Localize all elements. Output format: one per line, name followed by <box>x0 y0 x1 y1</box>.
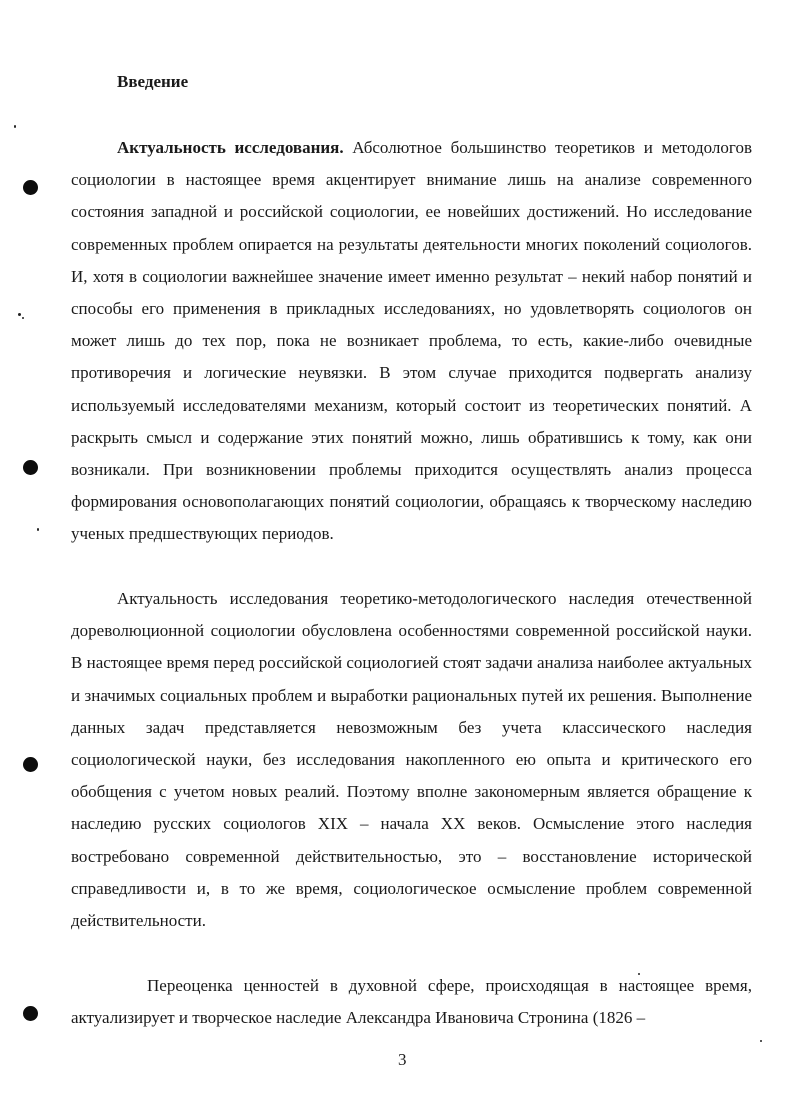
paragraph-heritage: Актуальность исследования теоретико-методологического наследия отечественной дореволюционной социологии обусловлена особенностями современной российской науки. В настоящее время перед российской социологией стоят задачи анализа наиболее актуальных и значимых социальных проблем и выработки рациональных путей их решения. Выполнение данных задач представляется невозможным без учета классического наследия социологической науки, без исследования накопленного ею опыта и критического его обобщения с учетом новых реалий. Поэтому вполне закономерным является обращение к наследию русских социологов XIX – начала XX веков. Осмысление этого наследия востребовано современной действительностью, это – восстановление исторической справедливости и, в то же время, социологическое осмысление проблем современной действительности. <box>71 589 752 931</box>
scan-speck <box>18 313 21 316</box>
scan-speck <box>760 1040 762 1042</box>
scan-speck <box>638 973 640 975</box>
punch-hole <box>23 757 38 772</box>
paragraph-body: Абсолютное большинство теоретиков и методологов социологии в настоящее время акцентирует внимание лишь на анализе современного состояния западной и российской социологии, ее новейших достижений. Но исследование современных проблем опирается на результаты деятельности многих поколений социологов. И, хотя в социологии важнейшее значение имеет именно результат – некий набор понятий и способы его применения в прикладных исследованиях, но удовлетворять социологов он может лишь до тех пор, пока не возникает проблема, то есть, какие-либо очевидные противоречия и логические неувязки. В этом случае приходится подвергать анализу используемый исследователями механизм, который состоит из теоретических понятий. А раскрыть смысл и содержание этих понятий можно, лишь обратившись к тому, как они возникали. При возникновении проблемы приходится осуществлять анализ процесса формирования основополагающих понятий социологии, обращаясь к творческому наследию ученых предшествующих периодов. <box>71 138 752 544</box>
page-number: 3 <box>398 1050 407 1069</box>
scan-speck <box>37 528 39 531</box>
paragraph-revaluation: Переоценка ценностей в духовной сфере, происходящая в настоящее время, актуализирует и творческое наследие Александра Ивановича Стронина (1826 – <box>71 976 752 1028</box>
punch-hole <box>23 460 38 475</box>
paragraph-relevance <box>71 132 752 551</box>
scan-speck <box>22 317 24 319</box>
punch-hole <box>23 1006 38 1021</box>
section-heading: Введение <box>117 72 189 91</box>
scan-speck <box>14 125 16 128</box>
punch-hole <box>23 180 38 195</box>
paragraph-lead: Актуальность исследования. <box>117 138 344 157</box>
